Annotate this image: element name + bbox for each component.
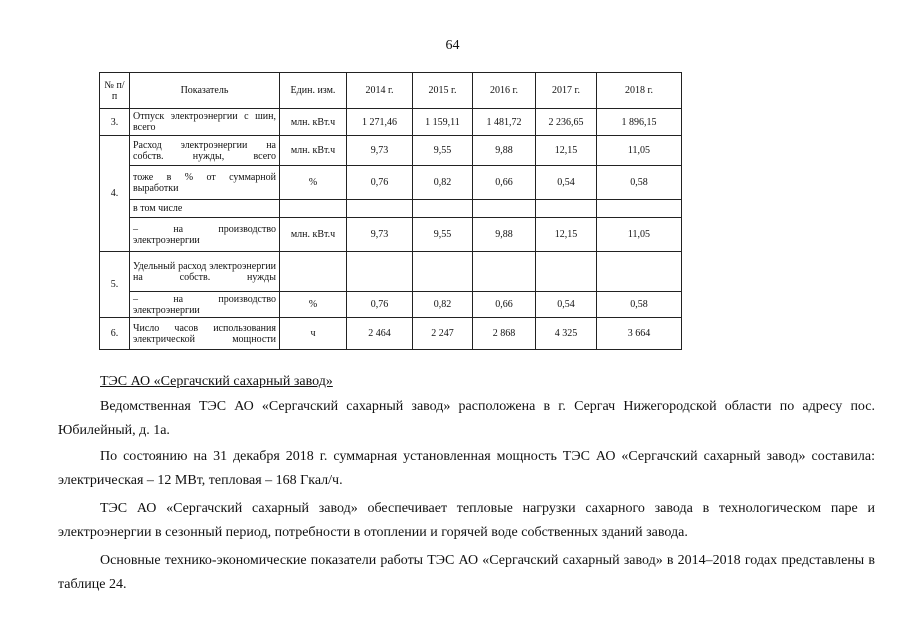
row-value: 9,73 — [347, 218, 413, 252]
row-value: 1 896,15 — [597, 109, 682, 136]
row-value: 1 481,72 — [473, 109, 536, 136]
row-unit: % — [280, 166, 347, 200]
row-unit — [280, 200, 347, 218]
row-value: 11,05 — [597, 218, 682, 252]
row-indicator: Число часов использования электрической мощности — [130, 318, 280, 350]
row-num: 4. — [100, 136, 130, 252]
table-header-row — [100, 73, 682, 109]
header-year: 2017 г. — [536, 73, 597, 109]
row-num: 5. — [100, 252, 130, 318]
row-value: 2 868 — [473, 318, 536, 350]
row-value: 1 271,46 — [347, 109, 413, 136]
row-unit: млн. кВт.ч — [280, 218, 347, 252]
row-value — [473, 252, 536, 292]
indicators-table — [99, 72, 682, 350]
section-heading: ТЭС АО «Сергачский сахарный завод» — [100, 374, 333, 389]
row-value: 3 664 — [597, 318, 682, 350]
row-value: 0,66 — [473, 292, 536, 318]
row-indicator: – на производство электроэнергии — [130, 292, 280, 318]
paragraph: Основные технико-экономические показатели работы ТЭС АО «Сергачский сахарный завод» в 2014–2018 годах представлены в таблице 24. — [58, 553, 875, 592]
row-value: 1 159,11 — [413, 109, 473, 136]
row-value: 4 325 — [536, 318, 597, 350]
table-row — [100, 252, 682, 292]
row-value — [473, 200, 536, 218]
row-value — [597, 252, 682, 292]
header-year: 2015 г. — [413, 73, 473, 109]
row-indicator: в том числе — [130, 200, 280, 218]
row-indicator: тоже в % от суммарной выработки — [130, 166, 280, 200]
row-value: 9,88 — [473, 218, 536, 252]
row-value: 2 247 — [413, 318, 473, 350]
header-year: 2018 г. — [597, 73, 682, 109]
row-value: 0,82 — [413, 166, 473, 200]
header-year: 2014 г. — [347, 73, 413, 109]
row-value: 2 236,65 — [536, 109, 597, 136]
row-indicator: – на производство электроэнергии — [130, 218, 280, 252]
row-value — [597, 200, 682, 218]
table-row — [100, 292, 682, 318]
row-value — [536, 252, 597, 292]
row-value: 0,76 — [347, 166, 413, 200]
row-value: 9,55 — [413, 136, 473, 166]
row-value — [413, 200, 473, 218]
paragraph: ТЭС АО «Сергачский сахарный завод» обеспечивает тепловые нагрузки сахарного завода в технологическом паре и электроэнергии в сезонный период, потребности в отоплении и горячей воде собственных зданий завода. — [58, 501, 875, 540]
paragraph: По состоянию на 31 декабря 2018 г. суммарная установленная мощность ТЭС АО «Сергачский сахарный завод» составила: электрическая – 12 МВт, тепловая – 168 Гкал/ч. — [58, 449, 875, 488]
row-value — [347, 252, 413, 292]
table-row — [100, 218, 682, 252]
row-value: 0,54 — [536, 292, 597, 318]
row-unit — [280, 252, 347, 292]
page-number: 64 — [445, 38, 460, 53]
row-indicator: Удельный расход электроэнергии на собств. нужды — [130, 252, 280, 292]
row-num: 3. — [100, 109, 130, 136]
row-value: 0,58 — [597, 292, 682, 318]
row-unit: млн. кВт.ч — [280, 109, 347, 136]
row-num: 6. — [100, 318, 130, 350]
table-row — [100, 109, 682, 136]
row-value: 0,54 — [536, 166, 597, 200]
paragraph: Ведомственная ТЭС АО «Сергачский сахарный завод» расположена в г. Сергач Нижегородской области по адресу пос. Юбилейный, д. 1а. — [58, 399, 875, 438]
row-value: 9,88 — [473, 136, 536, 166]
row-value: 0,82 — [413, 292, 473, 318]
row-indicator: Отпуск электроэнергии с шин, всего — [130, 109, 280, 136]
row-indicator: Расход электроэнергии на собств. нужды, всего — [130, 136, 280, 166]
row-value — [413, 252, 473, 292]
row-value — [536, 200, 597, 218]
row-value: 12,15 — [536, 136, 597, 166]
row-value: 9,73 — [347, 136, 413, 166]
row-value: 0,76 — [347, 292, 413, 318]
row-value: 2 464 — [347, 318, 413, 350]
table-row — [100, 318, 682, 350]
table-row — [100, 200, 682, 218]
table-row — [100, 136, 682, 166]
row-value: 9,55 — [413, 218, 473, 252]
row-unit: % — [280, 292, 347, 318]
row-value: 0,58 — [597, 166, 682, 200]
row-unit: ч — [280, 318, 347, 350]
row-value: 11,05 — [597, 136, 682, 166]
table-row — [100, 166, 682, 200]
header-num: № п/п — [100, 73, 130, 109]
row-unit: млн. кВт.ч — [280, 136, 347, 166]
row-value — [347, 200, 413, 218]
header-year: 2016 г. — [473, 73, 536, 109]
row-value: 0,66 — [473, 166, 536, 200]
header-unit: Един. изм. — [280, 73, 347, 109]
row-value: 12,15 — [536, 218, 597, 252]
header-indicator: Показатель — [130, 73, 280, 109]
